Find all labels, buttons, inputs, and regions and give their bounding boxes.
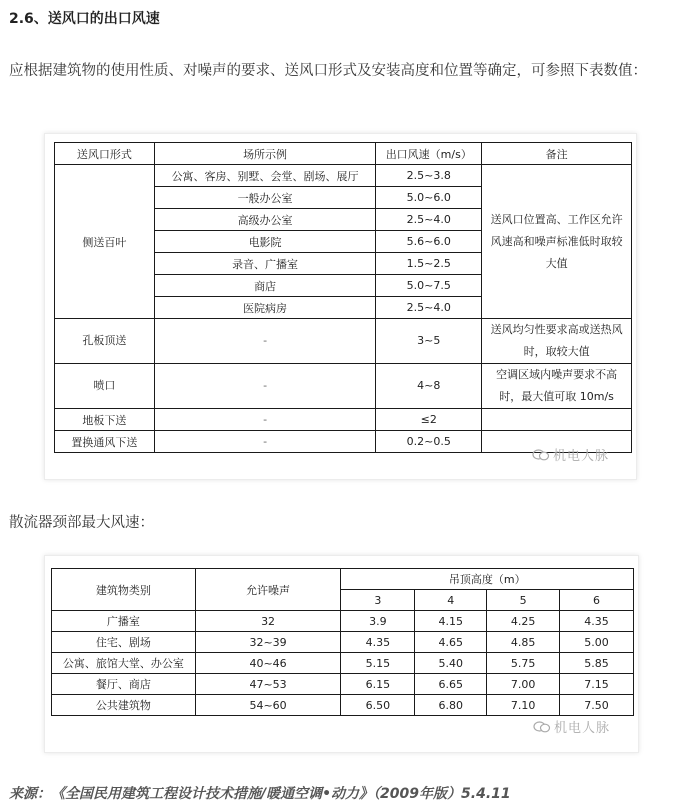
header-cell: 吊顶高度（m） <box>341 569 634 590</box>
place-cell: 电影院 <box>154 231 376 253</box>
speed-cell: 5.0~6.0 <box>376 187 482 209</box>
header-cell: 送风口形式 <box>55 143 155 165</box>
intro-paragraph: 应根据建筑物的使用性质、对噪声的要求、送风口形式及安装高度和位置等确定，可参照下表数值： <box>9 63 647 79</box>
category-cell: 公共建筑物 <box>52 695 196 716</box>
wechat-icon <box>533 721 551 733</box>
table-row <box>55 165 632 187</box>
table-row <box>55 409 632 431</box>
noise-cell: 40~46 <box>195 653 341 674</box>
side-group-label: 侧送百叶 <box>55 165 155 319</box>
height-cell: 5 <box>487 590 560 611</box>
speed-cell: 5.6~6.0 <box>376 231 482 253</box>
value-cell: 6.50 <box>341 695 415 716</box>
value-cell: 3.9 <box>341 611 415 632</box>
place-cell: 高级办公室 <box>154 209 376 231</box>
speed-cell: 2.5~4.0 <box>376 297 482 319</box>
height-cell: 4 <box>415 590 487 611</box>
header-cell: 出口风速（m/s） <box>376 143 482 165</box>
value-cell: 4.25 <box>487 611 560 632</box>
category-cell: 餐厅、商店 <box>52 674 196 695</box>
diffuser-speed-table <box>51 568 634 716</box>
table-row <box>55 364 632 409</box>
note-cell: 空调区域内噪声要求不高时，最大值可取 10m/s <box>482 364 632 409</box>
value-cell: 5.15 <box>341 653 415 674</box>
place-cell: - <box>154 364 376 409</box>
header-cell: 建筑物类别 <box>52 569 196 611</box>
watermark <box>533 717 610 736</box>
table-header-row <box>52 569 634 590</box>
speed-cell: ≤2 <box>376 409 482 431</box>
noise-cell: 32 <box>195 611 341 632</box>
category-cell: 公寓、旅馆大堂、办公室 <box>52 653 196 674</box>
table-row <box>52 653 634 674</box>
speed-cell: 0.2~0.5 <box>376 431 482 453</box>
value-cell: 7.00 <box>487 674 560 695</box>
wechat-icon <box>532 449 550 461</box>
table-header-row <box>55 143 632 165</box>
table-row <box>52 611 634 632</box>
value-cell: 5.40 <box>415 653 487 674</box>
noise-cell: 54~60 <box>195 695 341 716</box>
speed-cell: 5.0~7.5 <box>376 275 482 297</box>
type-cell: 地板下送 <box>55 409 155 431</box>
height-cell: 6 <box>560 590 634 611</box>
value-cell: 5.75 <box>487 653 560 674</box>
value-cell: 4.35 <box>341 632 415 653</box>
value-cell: 6.15 <box>341 674 415 695</box>
place-cell: 公寓、客房、别墅、会堂、剧场、展厅 <box>154 165 376 187</box>
type-cell: 孔板顶送 <box>55 319 155 364</box>
header-cell: 备注 <box>482 143 632 165</box>
place-cell: - <box>154 409 376 431</box>
place-cell: 一般办公室 <box>154 187 376 209</box>
value-cell: 4.65 <box>415 632 487 653</box>
place-cell: 商店 <box>154 275 376 297</box>
value-cell: 7.10 <box>487 695 560 716</box>
noise-cell: 32~39 <box>195 632 341 653</box>
speed-cell: 1.5~2.5 <box>376 253 482 275</box>
section-heading: 2.6、送风口的出口风速 <box>9 11 160 27</box>
value-cell: 7.50 <box>560 695 634 716</box>
speed-cell: 3~5 <box>376 319 482 364</box>
speed-cell: 2.5~4.0 <box>376 209 482 231</box>
watermark <box>532 445 609 464</box>
table-row <box>52 695 634 716</box>
value-cell: 5.00 <box>560 632 634 653</box>
noise-cell: 47~53 <box>195 674 341 695</box>
watermark-text: 机电人脉 <box>553 449 610 464</box>
header-cell: 场所示例 <box>154 143 376 165</box>
watermark-text: 机电人脉 <box>554 721 611 736</box>
value-cell: 5.85 <box>560 653 634 674</box>
diffuser-subheading: 散流器颈部最大风速： <box>9 515 154 531</box>
side-group-note: 送风口位置高、工作区允许风速高和噪声标准低时取较大值 <box>482 165 632 319</box>
source-citation: 来源：《全国民用建筑工程设计技术措施/暖通空调•动力》（2009年版）5.4.11 <box>9 786 511 802</box>
note-cell <box>482 409 632 431</box>
value-cell: 6.80 <box>415 695 487 716</box>
category-cell: 广播室 <box>52 611 196 632</box>
table-row <box>55 319 632 364</box>
table-row <box>52 632 634 653</box>
place-cell: - <box>154 431 376 453</box>
height-cell: 3 <box>341 590 415 611</box>
value-cell: 6.65 <box>415 674 487 695</box>
note-cell: 送风均匀性要求高或送热风时，取较大值 <box>482 319 632 364</box>
place-cell: 录音、广播室 <box>154 253 376 275</box>
value-cell: 4.85 <box>487 632 560 653</box>
table-row <box>52 674 634 695</box>
header-cell: 允许噪声 <box>195 569 341 611</box>
speed-cell: 2.5~3.8 <box>376 165 482 187</box>
outlet-speed-table <box>54 142 632 453</box>
type-cell: 喷口 <box>55 364 155 409</box>
value-cell: 4.35 <box>560 611 634 632</box>
speed-cell: 4~8 <box>376 364 482 409</box>
outlet-speed-table-image <box>44 133 637 480</box>
value-cell: 7.15 <box>560 674 634 695</box>
value-cell: 4.15 <box>415 611 487 632</box>
type-cell: 置换通风下送 <box>55 431 155 453</box>
place-cell: 医院病房 <box>154 297 376 319</box>
category-cell: 住宅、剧场 <box>52 632 196 653</box>
place-cell: - <box>154 319 376 364</box>
